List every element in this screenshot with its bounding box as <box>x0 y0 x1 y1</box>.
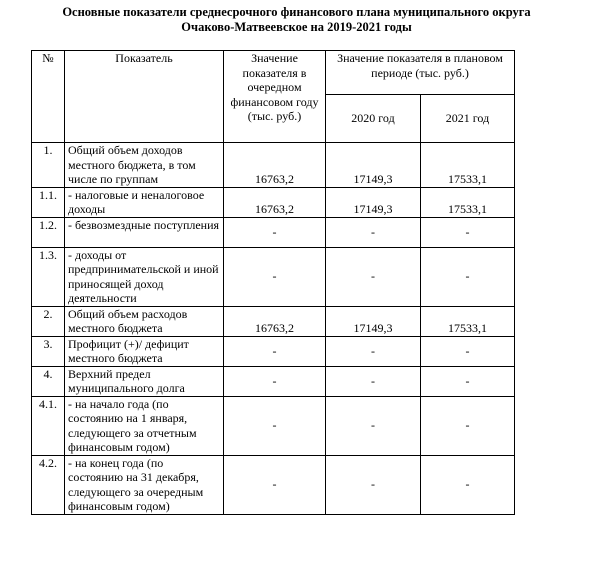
header-year-2020: 2020 год <box>326 95 421 143</box>
row-value-2020: 17149,3 <box>326 306 421 336</box>
row-value-2021: - <box>421 396 515 455</box>
row-num: 4. <box>32 366 65 396</box>
table-row <box>32 336 515 366</box>
header-num: № <box>32 51 65 143</box>
table-row <box>32 217 515 247</box>
header-year-2021: 2021 год <box>421 95 515 143</box>
row-num: 2. <box>32 306 65 336</box>
title-line-2: Очаково-Матвеевское на 2019-2021 годы <box>181 20 412 34</box>
row-num: 1.1. <box>32 187 65 217</box>
row-value-2020: - <box>326 247 421 306</box>
row-num: 1.3. <box>32 247 65 306</box>
table-row <box>32 306 515 336</box>
row-value-2020: 17149,3 <box>326 187 421 217</box>
financial-plan-table <box>31 50 515 515</box>
row-value-2020: - <box>326 455 421 514</box>
header-row <box>32 51 515 95</box>
table-row <box>32 455 515 514</box>
row-value-2021: 17533,1 <box>421 306 515 336</box>
row-num: 4.2. <box>32 455 65 514</box>
table-row <box>32 366 515 396</box>
table-row <box>32 396 515 455</box>
row-value-2021: - <box>421 247 515 306</box>
row-value-2019: - <box>224 396 326 455</box>
row-value-2019: - <box>224 366 326 396</box>
row-value-2021: - <box>421 217 515 247</box>
row-value-2019: 16763,2 <box>224 187 326 217</box>
row-indicator: - на конец года (по состоянию на 31 декабря, следующего за очередным финансовым годом) <box>65 455 224 514</box>
row-indicator: - доходы от предпринимательской и иной приносящей доход деятельности <box>65 247 224 306</box>
row-num: 4.1. <box>32 396 65 455</box>
table-row <box>32 143 515 188</box>
row-indicator: Общий объем расходов местного бюджета <box>65 306 224 336</box>
row-value-2019: - <box>224 336 326 366</box>
row-indicator: Верхний предел муниципального долга <box>65 366 224 396</box>
row-indicator: Общий объем доходов местного бюджета, в том числе по группам <box>65 143 224 188</box>
row-value-2020: 17149,3 <box>326 143 421 188</box>
row-indicator: - на начало года (по состоянию на 1 января, следующего за отчетным финансовым годом) <box>65 396 224 455</box>
table-row <box>32 247 515 306</box>
row-num: 3. <box>32 336 65 366</box>
row-value-2021: - <box>421 336 515 366</box>
document-title <box>0 5 593 35</box>
row-value-2021: 17533,1 <box>421 187 515 217</box>
row-num: 1. <box>32 143 65 188</box>
row-value-2020: - <box>326 217 421 247</box>
row-value-2020: - <box>326 366 421 396</box>
table-body <box>32 143 515 515</box>
header-current-year: Значение показателя в очередном финансовом году (тыс. руб.) <box>224 51 326 143</box>
title-line-1: Основные показатели среднесрочного финансового плана муниципального округа <box>62 5 531 19</box>
row-value-2021: - <box>421 366 515 396</box>
row-value-2019: - <box>224 455 326 514</box>
row-value-2019: 16763,2 <box>224 306 326 336</box>
row-value-2019: - <box>224 217 326 247</box>
row-indicator: Профицит (+)/ дефицит местного бюджета <box>65 336 224 366</box>
row-value-2020: - <box>326 336 421 366</box>
header-indicator: Показатель <box>65 51 224 143</box>
row-value-2019: 16763,2 <box>224 143 326 188</box>
table-row <box>32 187 515 217</box>
header-planned-period: Значение показателя в плановом периоде (тыс. руб.) <box>326 51 515 95</box>
row-value-2021: 17533,1 <box>421 143 515 188</box>
row-indicator: - налоговые и неналоговое доходы <box>65 187 224 217</box>
row-num: 1.2. <box>32 217 65 247</box>
row-indicator: - безвозмездные поступления <box>65 217 224 247</box>
row-value-2021: - <box>421 455 515 514</box>
row-value-2019: - <box>224 247 326 306</box>
row-value-2020: - <box>326 396 421 455</box>
